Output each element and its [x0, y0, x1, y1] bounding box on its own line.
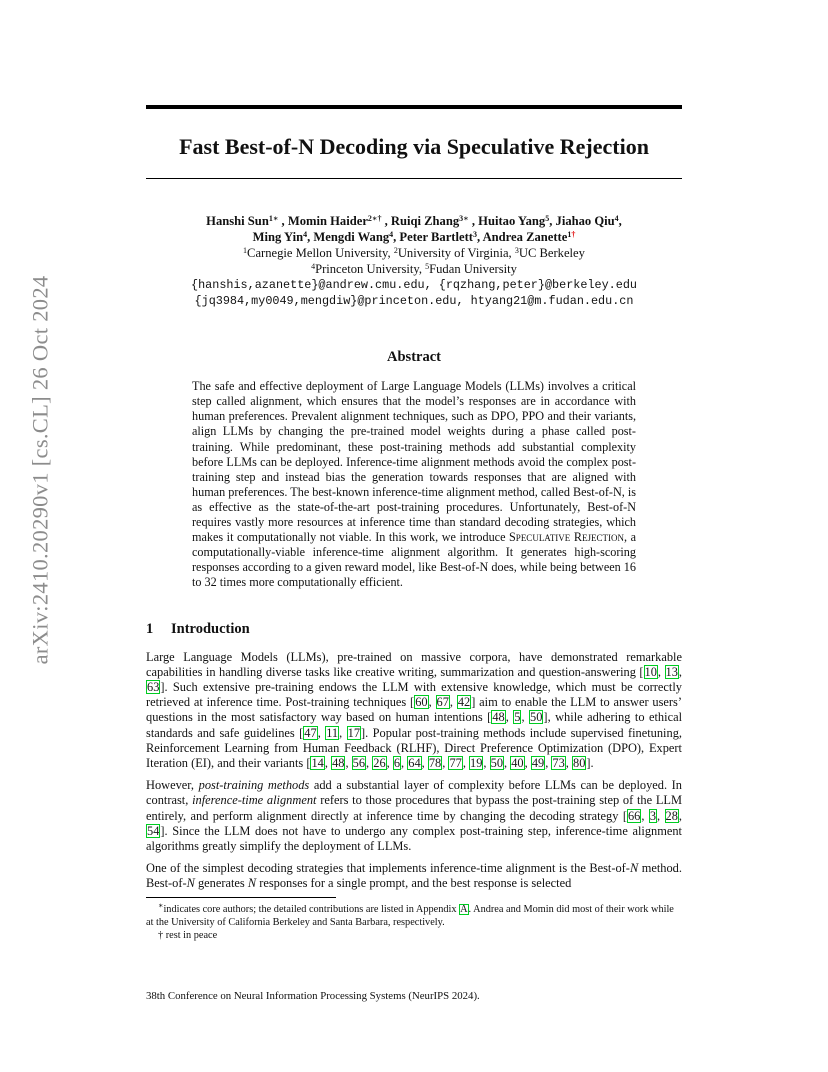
section-number: 1 [146, 620, 154, 637]
email-line-1: {hanshis,azanette}@andrew.cmu.edu, {rqzhang,peter}@berkeley.edu [191, 278, 637, 293]
citation-group: [47, 11, 17] [299, 725, 366, 740]
citation-link[interactable]: 56 [352, 755, 366, 770]
author-block [146, 213, 682, 309]
footnotes [146, 900, 682, 942]
abstract-body: The safe and effective deployment of Large Language Models (LLMs) involves a critical step called alignment, which ensures that the model’s responses are in accordance with human preferences. Prevalent alignment techniques, such as DPO, PPO and their variants, align LLMs by changing the pre-trained model weights during a phase called post-training. While predominant, these post-training methods add substantial complexity before LLMs can be deployed. Inference-time alignment methods avoid the complex post-training step and instead bias the generation towards responses that are aligned with human preferences. The best-known inference-time alignment method, called Best-of-N, is as effective as the state-of-the-art post-training procedures. Unfortunately, Best-of-N requires vastly more resources at inference time than standard decoding strategies, which makes it computationally not viable. In this work, we introduce Speculative Rejection, a computationally-viable inference-time alignment algorithm. It generates high-scoring responses according to a given reward model, like Best-of-N does, while being between 16 to 32 times more computationally efficient. [192, 379, 636, 590]
citation-link[interactable]: 60 [415, 695, 428, 710]
citation-link[interactable]: 26 [373, 755, 386, 770]
author-name: Hanshi Sun [206, 214, 269, 229]
paper-page [146, 105, 682, 942]
citation-link[interactable]: 6 [393, 755, 401, 770]
footnote-2: † rest in peace [158, 929, 218, 941]
citation-group: [10, 13, 63] [147, 664, 682, 694]
email-line-2: {jq3984,my0049,mengdiw}@princeton.edu, htyang21@m.fudan.edu.cn [194, 294, 634, 309]
citation-group: [60, 67, 42] [410, 695, 476, 710]
author-affiliation-mark: 4 [614, 214, 619, 224]
citation-link[interactable]: 42 [457, 695, 471, 710]
citation-link[interactable]: 47 [304, 725, 317, 740]
author-affiliation-mark: 4 [303, 230, 308, 240]
citation-link[interactable]: 50 [530, 710, 543, 725]
author-name: Andrea Zanette [482, 230, 568, 245]
author-affiliation-mark: 1∗ [268, 214, 279, 224]
citation-link[interactable]: 49 [531, 755, 545, 770]
citation-link[interactable]: 78 [428, 755, 442, 770]
citation-link[interactable]: 66 [627, 808, 641, 823]
method-name: Speculative Rejection [509, 530, 624, 545]
author-affiliation-mark: 5 [545, 214, 550, 224]
author-name: Ruiqi Zhang [390, 214, 460, 229]
citation-link[interactable]: 10 [644, 664, 657, 679]
author-name: Jiahao Qiu [555, 214, 615, 229]
intro-paragraph-1: Large Language Models (LLMs), pre-trained on massive corpora, have demonstrated remarkable capabilities in handling diverse tasks like creative writing, summarization and question-answering [10, 13, 63]. Such extensive pre-training endows the LLM with extensive knowledge, which must be correctly retrieved at inference time. Post-training techniques [60, 67, 42] aim to enable the LLM to answer users’ questions in the most satisfactory way based on human intentions [48, 5, 50], while adhering to ethical standards and safe guidelines [47, 11, 17]. Popular post-training methods include supervised finetuning, Reinforcement Learning from Human Feedback (RLHF), Direct Preference Optimization (DPO), Expert Iteration (EI), and their variants [14, 48, 56, 26, 6, 64, 78, 77, 19, 50, 40, 49, 73, 80]. [146, 649, 683, 770]
intro-paragraph-2: However, post-training methods add a substantial layer of complexity before LLMs can be deployed. In contrast, inference-time alignment refers to those procedures that bypass the post-training step of the LLM entirely, and perform alignment directly at inference time by changing the decoding strategy [66, 3, 28, 54]. Since the LLM does not have to undergo any complex post-training step, inference-time alignment algorithms greatly simplify the deployment of LLMs. [146, 778, 683, 853]
author-name: Mengdi Wang [313, 230, 390, 245]
author-name: Peter Bartlett [399, 230, 473, 245]
author-name: Momin Haider [287, 214, 368, 229]
author-affiliation-mark: 3∗ [459, 214, 469, 224]
abstract-heading: Abstract [387, 349, 441, 366]
section-heading [146, 621, 682, 638]
citation-link[interactable]: 64 [408, 755, 421, 770]
citation-group: [66, 3, 28, 54] [147, 808, 683, 838]
citation-link[interactable]: 17 [347, 725, 361, 740]
citation-link[interactable]: 48 [332, 755, 345, 770]
citation-link[interactable]: 48 [492, 710, 505, 725]
citation-link[interactable]: 3 [649, 808, 657, 823]
appendix-link[interactable]: A [460, 903, 468, 915]
author-dagger: † [571, 230, 576, 240]
author-affiliation-mark: 4 [389, 230, 394, 240]
author-name: Huitao Yang [478, 214, 546, 229]
conference-footer: 38th Conference on Neural Information Processing Systems (NeurIPS 2024). [146, 990, 480, 1002]
citation-link[interactable]: 40 [511, 755, 524, 770]
author-affiliation-mark: 1 [567, 230, 572, 240]
citation-link[interactable]: 54 [147, 823, 160, 838]
citation-link[interactable]: 63 [147, 679, 160, 694]
intro-paragraph-3: One of the simplest decoding strategies that implements inference-time alignment is the Best-of-N method. Best-of-N generates N responses for a single prompt, and the best response is selected [146, 861, 682, 891]
citation-link[interactable]: 13 [665, 664, 678, 679]
citation-link[interactable]: 80 [573, 755, 586, 770]
citation-link[interactable]: 50 [490, 755, 504, 770]
affiliation-line-2: $^4$Princeton University, $^5$Fudan University [311, 262, 517, 277]
footnote-1: ∗indicates core authors; the detailed contributions are listed in Appendix A. Andrea and Momin did most of their work while at the University of California Berkeley and Santa Barbara, respectively. [146, 900, 674, 928]
citation-link[interactable]: 11 [326, 725, 339, 740]
citation-link[interactable]: 19 [470, 755, 483, 770]
citation-group: [48, 5, 50] [487, 710, 548, 725]
paper-title: Fast Best-of-N Decoding via Speculative Rejection [179, 134, 649, 159]
author-affiliation-mark: 2∗† [367, 214, 382, 224]
citation-link[interactable]: 73 [552, 755, 565, 770]
arxiv-stamp [22, 275, 58, 665]
citation-link[interactable]: 77 [449, 755, 462, 770]
author-name: Ming Yin [252, 230, 304, 245]
citation-link[interactable]: 14 [311, 755, 324, 770]
author-names: Hanshi Sun$^{1∗}$ , Momin Haider$^{2∗\dagger}$ , Ruiqi Zhang$^{3∗}$ , Huitao Yang$^5$, Jiahao Qiu$^4$, Ming Yin$^4$, Mengdi Wang$^4$, Peter Bartlett$^3$, Andrea Zanette$^{1\dagger}$ [206, 214, 622, 245]
affiliation-line-1: $^1$Carnegie Mellon University, $^2$University of Virginia, $^3$UC Berkeley [243, 246, 585, 261]
author-affiliation-mark: 3 [472, 230, 477, 240]
arxiv-stamp-text: arXiv:2410.20290v1 [cs.CL] 26 Oct 2024 [27, 275, 53, 665]
citation-link[interactable]: 28 [665, 808, 678, 823]
citation-link[interactable]: 67 [436, 695, 449, 710]
section-title: Introduction [171, 620, 250, 637]
citation-group: [14, 48, 56, 26, 6, 64, 78, 77, 19, 50, 40, 49, 73, 80] [306, 755, 591, 770]
citation-link[interactable]: 5 [514, 710, 521, 725]
title-bottom-rule [146, 178, 682, 179]
footnote-rule [146, 897, 336, 898]
